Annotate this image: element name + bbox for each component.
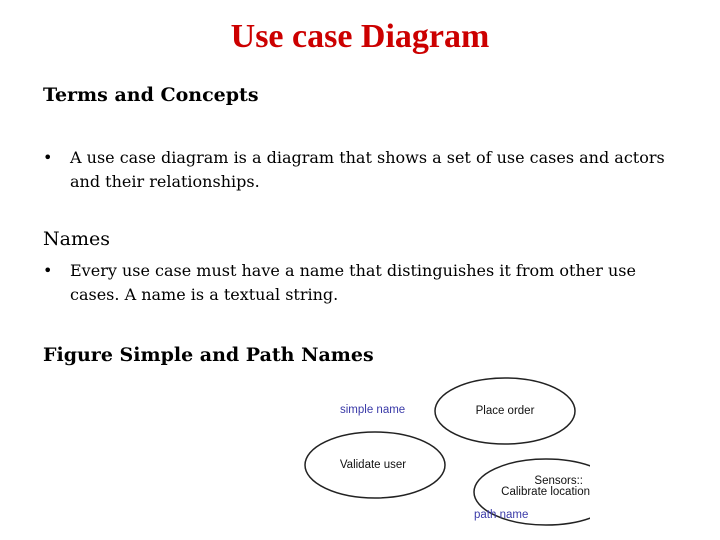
- names-heading: Names: [43, 228, 110, 250]
- page-title: Use case Diagram: [230, 18, 490, 55]
- terms-bullet-text: A use case diagram is a diagram that shows a set of use cases and actors and their relationships.: [70, 148, 665, 191]
- use-case-names-figure: [300, 376, 590, 526]
- path-name-label: path name: [474, 509, 529, 521]
- sensors-label-line2: Calibrate location: [501, 486, 590, 498]
- names-bullet: [43, 259, 683, 307]
- sensors-label-line1: Sensors::: [534, 475, 583, 487]
- bullet-icon: •: [43, 148, 53, 167]
- use-case-names-diagram: [300, 376, 590, 526]
- names-bullet-text: Every use case must have a name that distinguishes it from other use cases. A name is a textual string.: [70, 261, 636, 304]
- validate-user-label: Validate user: [339, 459, 407, 471]
- place-order-label: Place order: [475, 405, 535, 417]
- figure-heading: Figure Simple and Path Names: [43, 344, 374, 366]
- bullet-icon: •: [43, 261, 53, 280]
- simple-name-label: simple name: [340, 404, 406, 416]
- terms-heading: Terms and Concepts: [43, 84, 259, 106]
- terms-bullet: [43, 146, 683, 194]
